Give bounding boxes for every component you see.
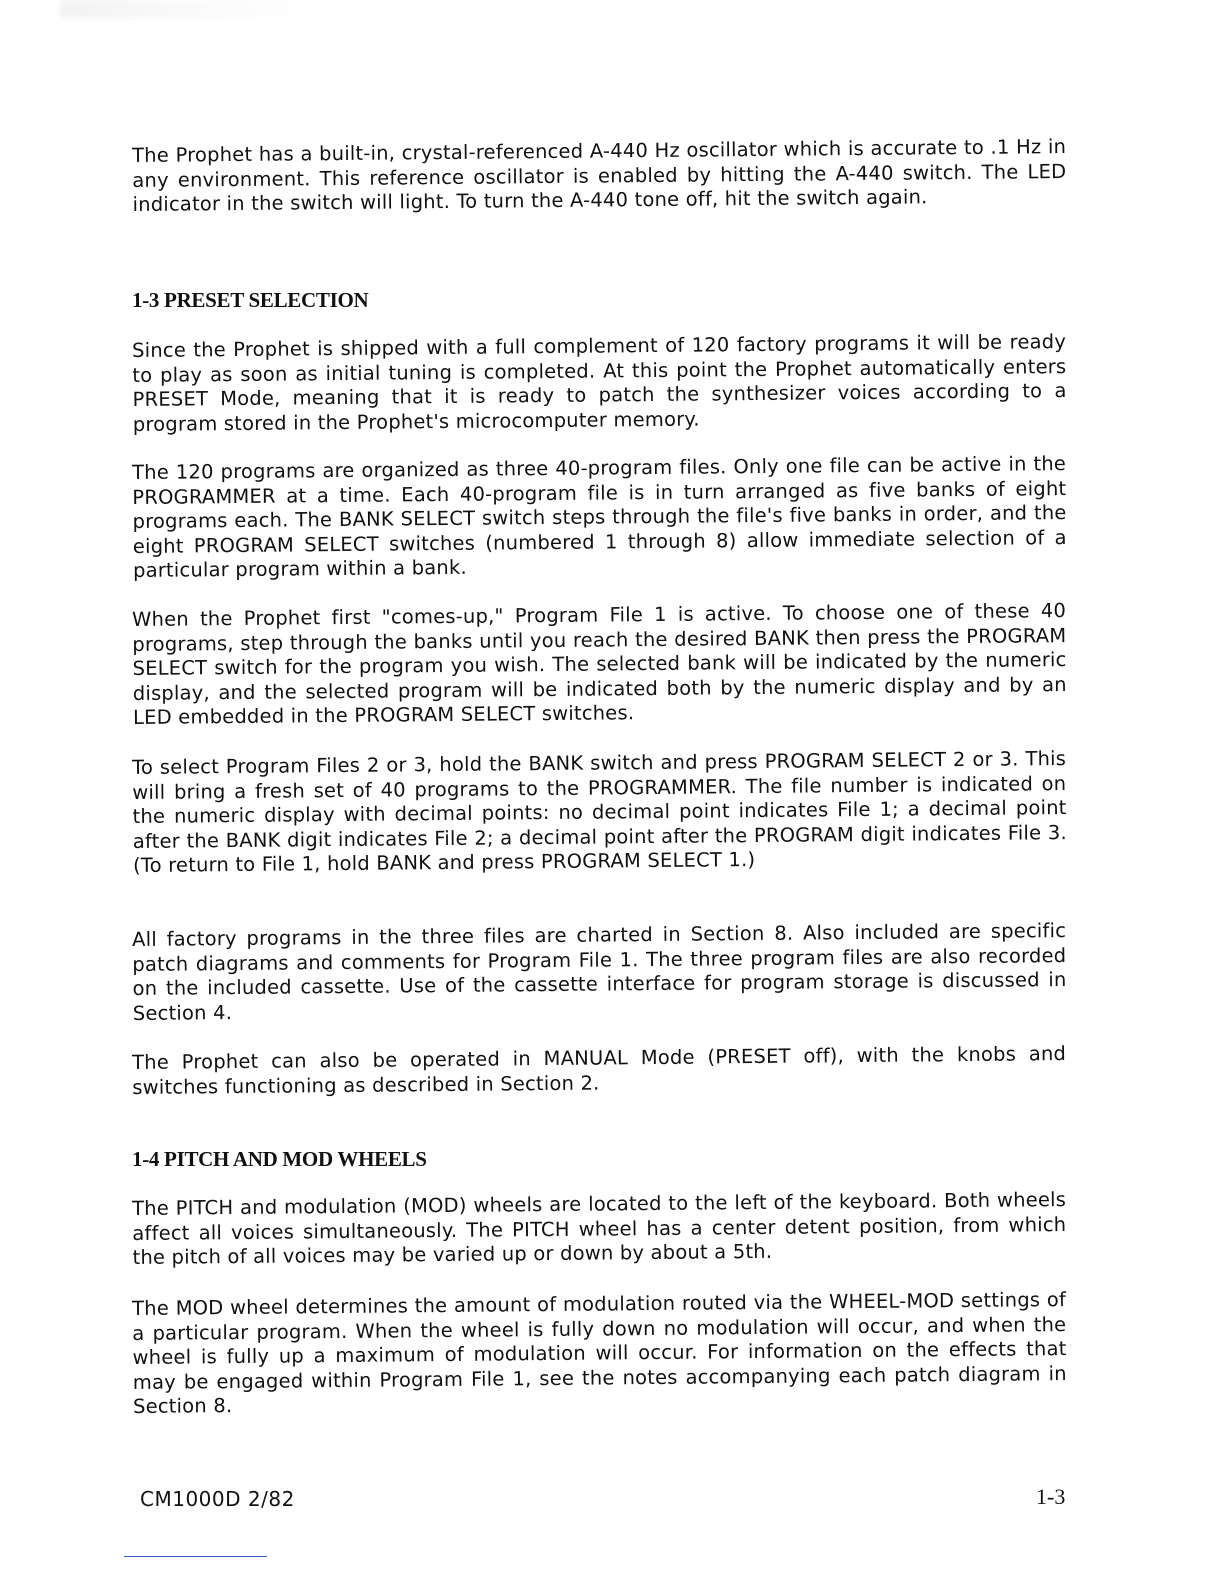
section-heading-pitch-mod-wheels: 1-4 PITCH AND MOD WHEELS <box>132 1147 427 1171</box>
preset-paragraph-1: Since the Prophet is shipped with a full complement of 120 factory programs it will be ready to play as soon as initial tuning is completed. At this point the Prophet automatically enters PRESET Mode, meaning that it is ready to patch the synthesizer voices according to a program stored in the Prophet's microcomputer memory. <box>132 330 1067 436</box>
intro-paragraph: The Prophet has a built-in, crystal-referenced A-440 Hz oscillator which is accurate to .1 Hz in any environment. This reference oscillator is enabled by hitting the A-440 switch. The LED indicator in the switch will light. To turn the A-440 tone off, hit the switch again. <box>132 135 1067 216</box>
wheels-paragraph-1: The PITCH and modulation (MOD) wheels are located to the left of the keyboard. Both wheels affect all voices simultaneously. The PITCH wheel has a center detent position, from which the pitch of all voices may be varied up or down by about a 5th. <box>132 1188 1067 1269</box>
page-number: 1-3 <box>1036 1484 1066 1509</box>
preset-paragraph-2: The 120 programs are organized as three 40-program files. Only one file can be active in the PROGRAMMER at a time. Each 40-program file is in turn arranged as five banks of eight programs each. The BANK SELECT switch steps through the file's five banks in order, and the eight PROGRAM SELECT switches (numbered 1 through 8) allow immediate selection of a particular program within a bank. <box>132 452 1067 582</box>
scan-smudge <box>60 0 320 18</box>
document-code: CM1000D 2/82 <box>140 1487 295 1511</box>
preset-paragraph-6: The Prophet can also be operated in MANUAL Mode (PRESET off), with the knobs and switches functioning as described in Section 2. <box>132 1042 1067 1099</box>
wheels-paragraph-2: The MOD wheel determines the amount of modulation routed via the WHEEL-MOD settings of a particular program. When the wheel is fully down no modulation will occur, and when the wheel is fully up a maximum of modulation will occur. For information on the effects that may be engaged within Program File 1, see the notes accompanying each patch diagram in Section 8. <box>132 1288 1067 1418</box>
preset-paragraph-4: To select Program Files 2 or 3, hold the BANK switch and press PROGRAM SELECT 2 or 3. This will bring a fresh set of 40 programs to the PROGRAMMER. The file number is indicated on the numeric display with decimal points: no decimal point indicates File 1; a decimal point after the BANK digit indicates File 2; a decimal point after the PROGRAM digit indicates File 3. (To return to File 1, hold BANK and press PROGRAM SELECT 1.) <box>132 747 1067 877</box>
preset-paragraph-3: When the Prophet first "comes-up," Program File 1 is active. To choose one of these 40 programs, step through the banks until you reach the desired BANK then press the PROGRAM SELECT switch for the program you wish. The selected bank will be indicated by the numeric display, and the selected program will be indicated both by the numeric display and by an LED embedded in the PROGRAM SELECT switches. <box>132 599 1067 729</box>
section-heading-preset-selection: 1-3 PRESET SELECTION <box>132 288 369 312</box>
footnote-rule <box>124 1556 267 1557</box>
preset-paragraph-5: All factory programs in the three files are charted in Section 8. Also included are specific patch diagrams and comments for Program File 1. The three program files are also recorded on the included cassette. Use of the cassette interface for program storage is discussed in Section 4. <box>132 919 1067 1025</box>
